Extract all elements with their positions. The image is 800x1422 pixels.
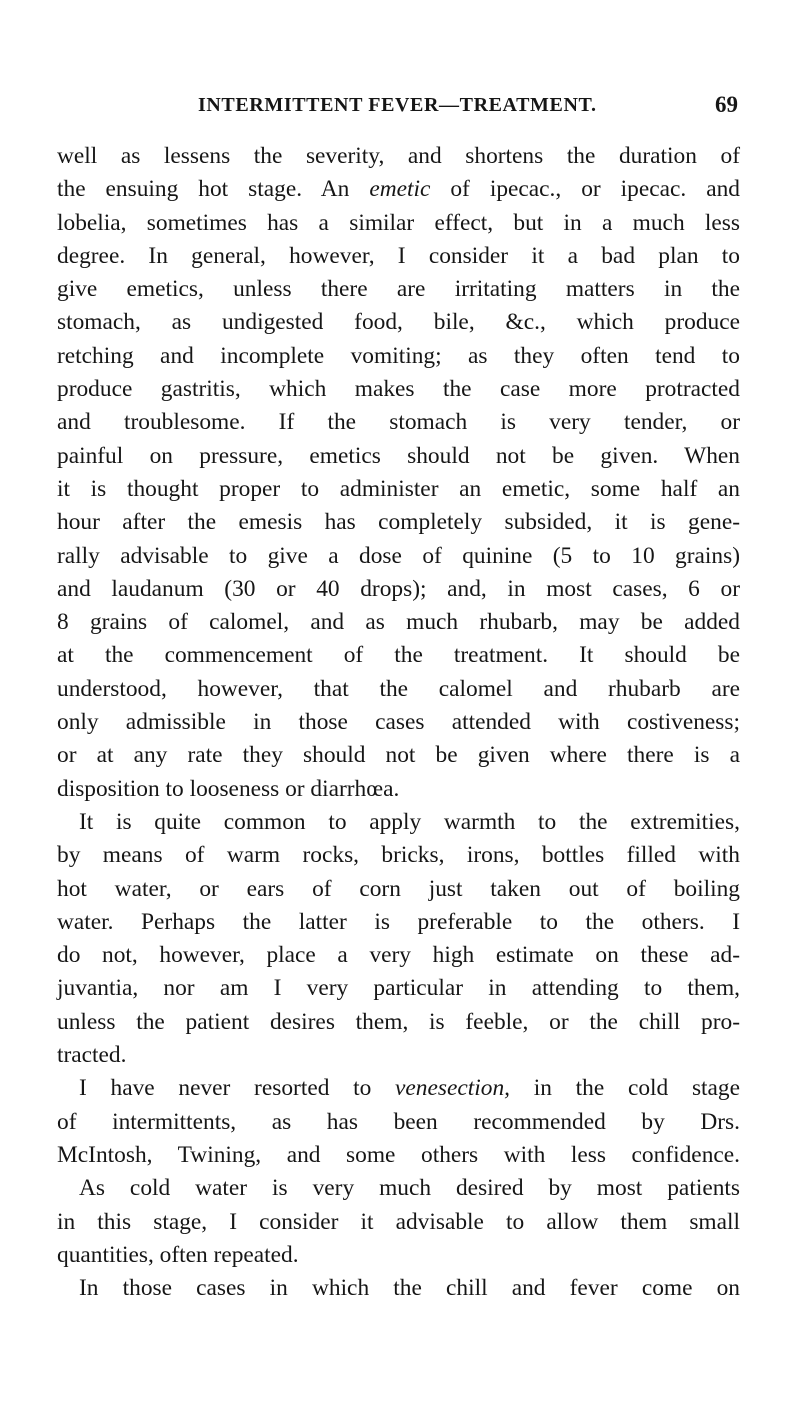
text-line: well as lessens the severity, and shortens the duration of xyxy=(57,143,740,169)
text-line: or at any rate they should not be given where there is a xyxy=(57,742,740,769)
text-run: in the cold stage xyxy=(510,1075,740,1102)
text-line: by means of warm rocks, bricks, irons, bottles filled with xyxy=(57,842,740,869)
text-line: quantities, often repeated. xyxy=(57,1241,299,1268)
text-line: As cold water is very much desired by most patients xyxy=(79,1175,740,1202)
text-line: produce gastritis, which makes the case more protracted xyxy=(57,376,740,403)
italic-term: venesection, xyxy=(395,1075,510,1102)
text-run: the ensuing hot stage. An xyxy=(57,176,370,203)
text-line: lobelia, sometimes has a similar effect, but in a much less xyxy=(57,209,740,236)
running-header xyxy=(170,94,738,124)
text-line: and laudanum (30 or 40 drops); and, in most cases, 6 or xyxy=(57,575,740,602)
text-line: understood, however, that the calomel and rhubarb are xyxy=(57,675,740,702)
text-line xyxy=(57,1072,740,1105)
text-line: in this stage, I consider it advisable to allow them small xyxy=(57,1208,740,1235)
text-line: do not, however, place a very high estimate on these ad- xyxy=(57,942,740,969)
text-line: retching and incomplete vomiting; as they often tend to xyxy=(57,342,740,369)
text-line: and troublesome. If the stomach is very tender, or xyxy=(57,409,740,436)
text-line: of intermittents, as has been recommended by Drs. xyxy=(57,1108,740,1135)
text-line: painful on pressure, emetics should not be given. When xyxy=(57,442,740,469)
text-line: only admissible in those cases attended with costiveness; xyxy=(57,709,740,736)
text-line: tracted. xyxy=(57,1042,127,1069)
text-run: I have never resorted to xyxy=(79,1075,396,1102)
text-line: degree. In general, however, I consider it a bad plan to xyxy=(57,242,740,269)
text-line: 8 grains of calomel, and as much rhubarb, may be added xyxy=(57,609,740,636)
page-number: 69 xyxy=(715,92,738,117)
text-line: water. Perhaps the latter is preferable to the others. I xyxy=(57,908,740,935)
running-title: INTERMITTENT FEVER—TREATMENT. xyxy=(198,94,597,116)
text-line: give emetics, unless there are irritating matters in the xyxy=(57,276,740,303)
text-line: unless the patient desires them, is feeble, or the chill pro- xyxy=(57,1008,740,1035)
text-line: In those cases in which the chill and fever come on xyxy=(79,1275,740,1302)
text-line: rally advisable to give a dose of quinine (5 to 10 grains) xyxy=(57,542,740,569)
text-line: it is thought proper to administer an emetic, some half an xyxy=(57,475,740,502)
body-text xyxy=(57,140,740,1305)
text-run: of ipecac., or ipecac. and xyxy=(430,176,740,203)
italic-term: emetic xyxy=(369,176,431,203)
text-line: It is quite common to apply warmth to the extremities, xyxy=(79,808,740,835)
text-line: hour after the emesis has completely subsided, it is gene- xyxy=(57,509,740,536)
text-line: hot water, or ears of corn just taken out of boiling xyxy=(57,875,740,902)
text-line: stomach, as undigested food, bile, &c., which produce xyxy=(57,309,740,336)
text-line: McIntosh, Twining, and some others with less confidence. xyxy=(57,1141,740,1168)
text-line: juvantia, nor am I very particular in attending to them, xyxy=(57,975,740,1002)
text-line xyxy=(57,173,740,206)
text-line: disposition to looseness or diarrhœa. xyxy=(57,775,400,802)
text-line: at the commencement of the treatment. It should be xyxy=(57,642,740,669)
